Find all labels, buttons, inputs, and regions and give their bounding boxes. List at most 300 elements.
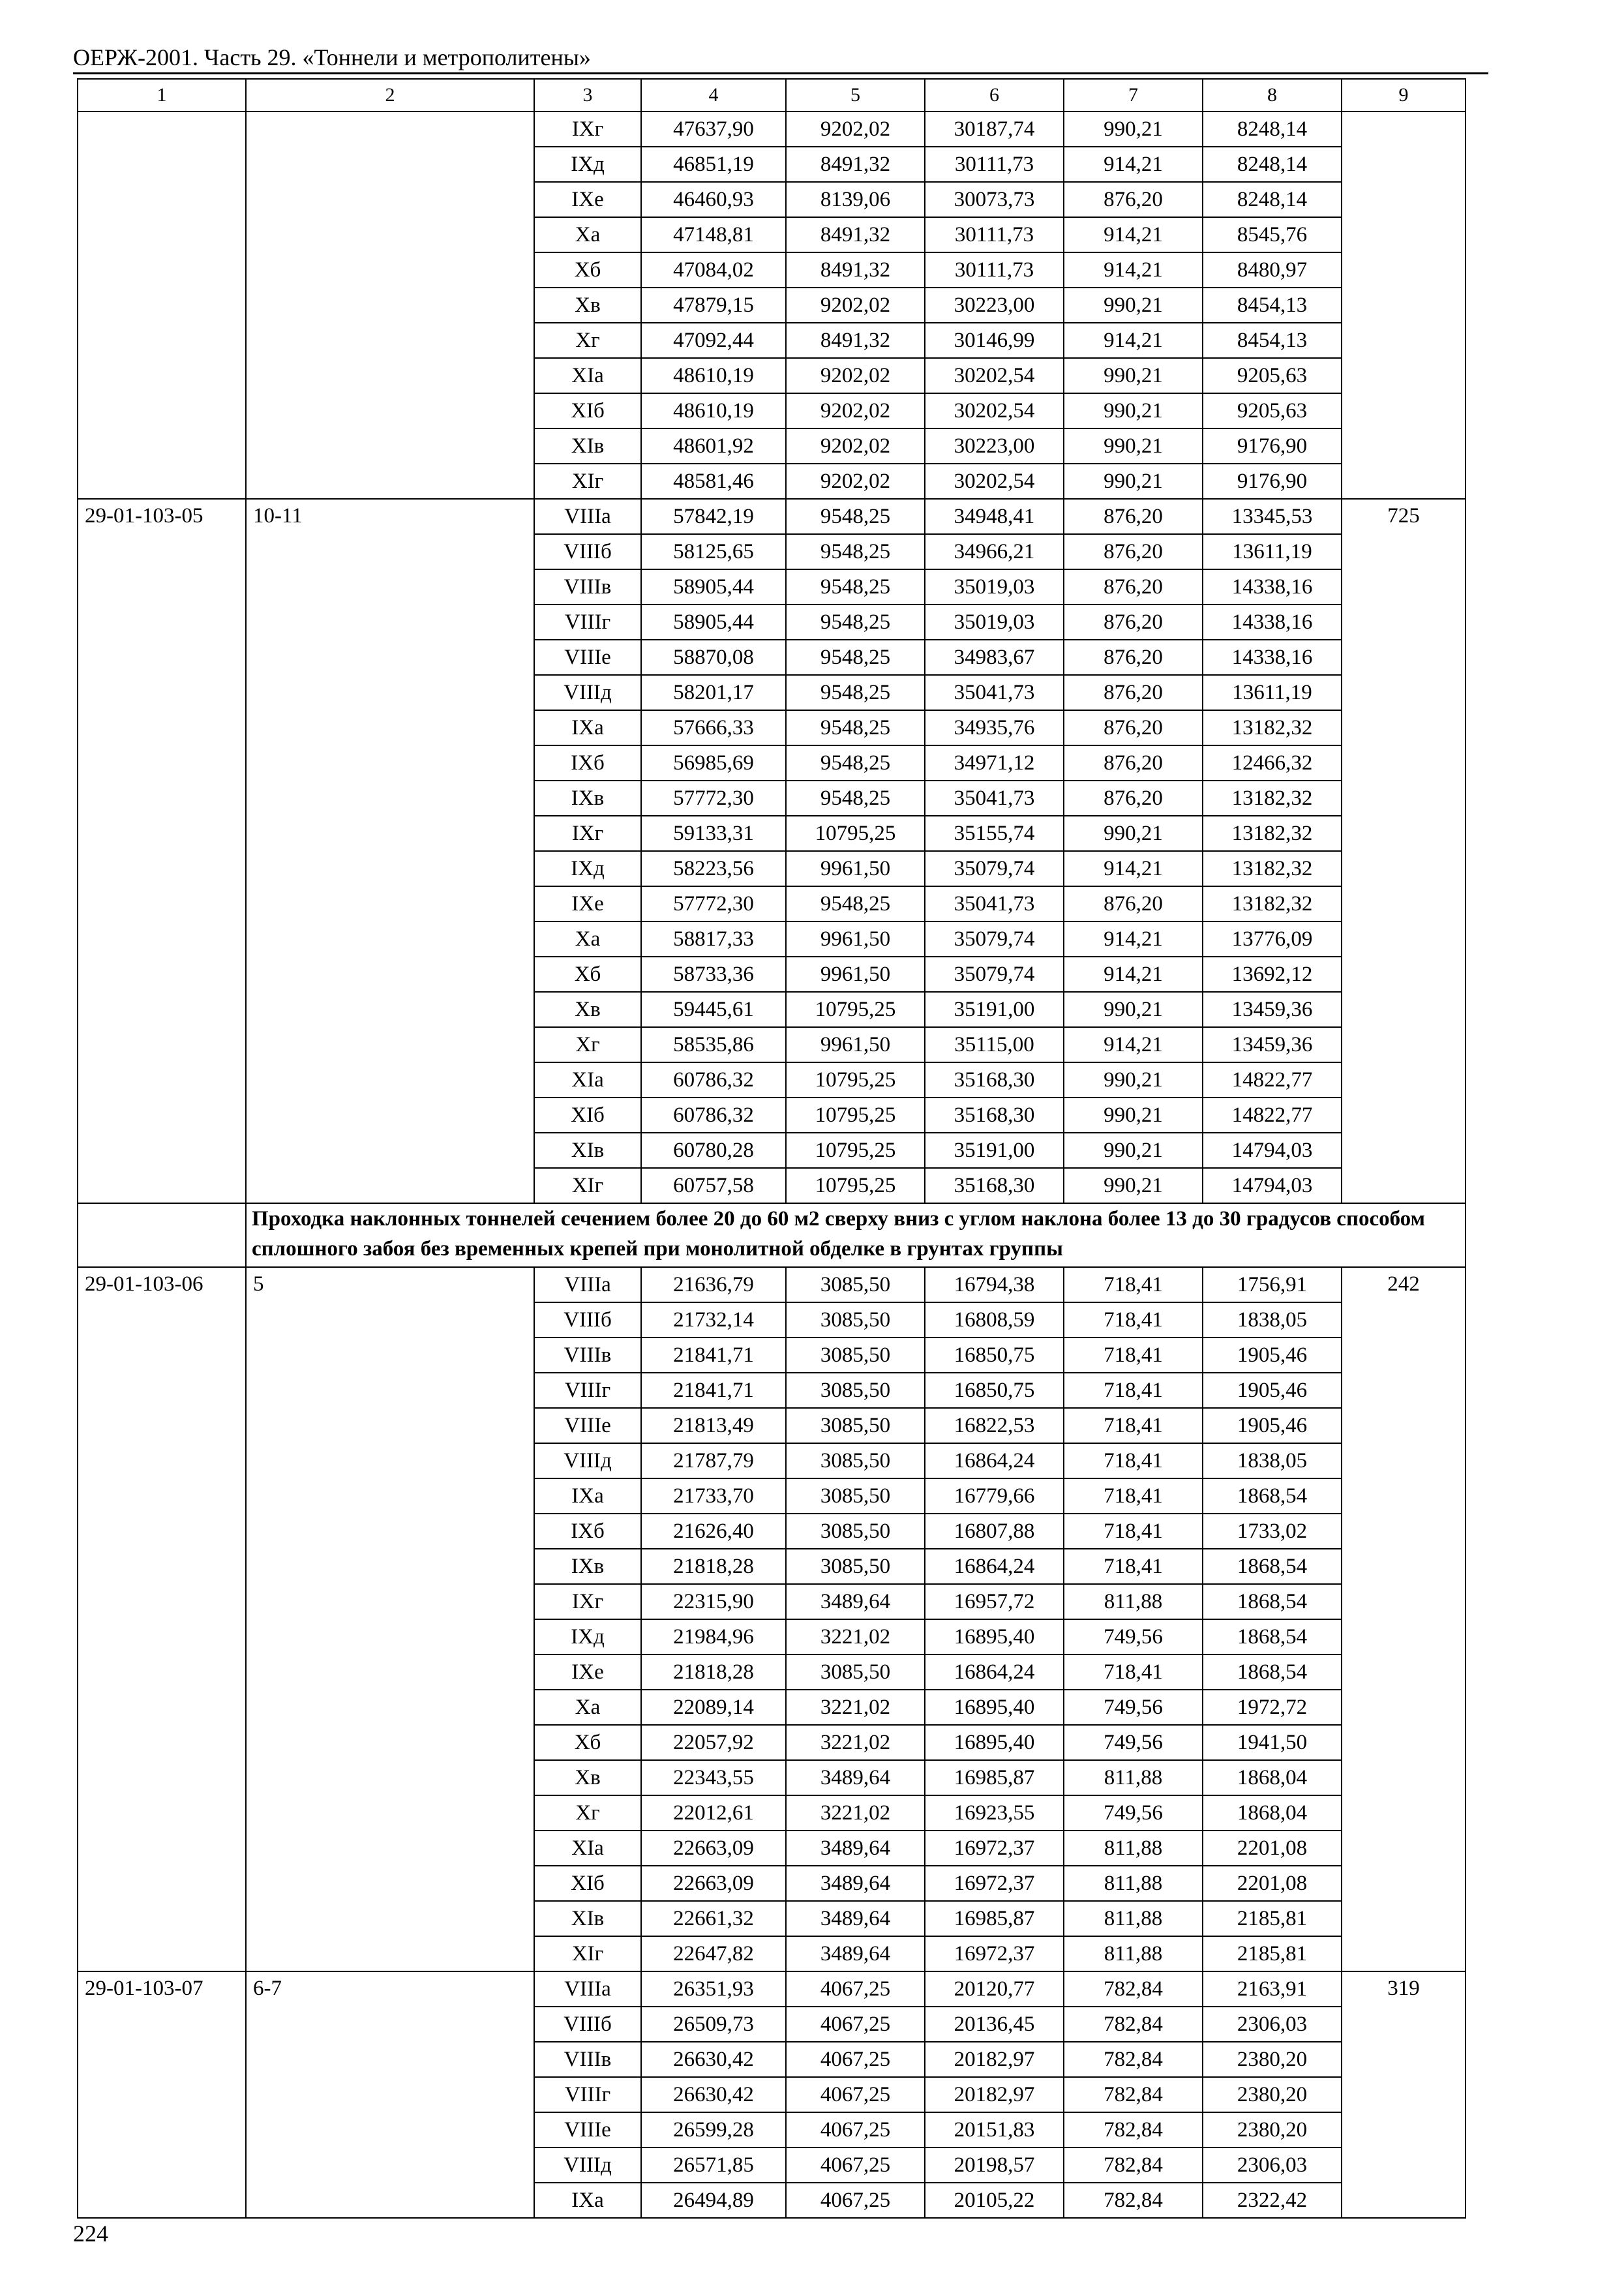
ground-group-cell: IXг <box>534 112 641 147</box>
ground-group-cell: Xa <box>534 217 641 252</box>
param-cell: 5 <box>246 1267 534 1971</box>
ground-group-cell: VIIIa <box>534 1267 641 1302</box>
machinist-wages-cell: 990,21 <box>1064 288 1203 323</box>
total-cost-cell: 58535,86 <box>641 1027 786 1062</box>
materials-cell: 8545,76 <box>1203 217 1342 252</box>
code-cell: 29-01-103-05 <box>78 499 246 1203</box>
total-cost-cell: 48610,19 <box>641 358 786 393</box>
materials-cell: 13611,19 <box>1203 675 1342 710</box>
machinist-wages-cell: 990,21 <box>1064 393 1203 428</box>
total-cost-cell: 22315,90 <box>641 1584 786 1619</box>
total-cost-cell: 22663,09 <box>641 1866 786 1901</box>
wages-cell: 3221,02 <box>786 1725 925 1760</box>
materials-cell: 1868,54 <box>1203 1584 1342 1619</box>
materials-cell: 13182,32 <box>1203 851 1342 886</box>
wages-cell: 9961,50 <box>786 1027 925 1062</box>
materials-cell: 9176,90 <box>1203 428 1342 464</box>
ground-group-cell: VIIIе <box>534 640 641 675</box>
materials-cell: 8248,14 <box>1203 147 1342 182</box>
column-numbers-row <box>78 79 1466 112</box>
machinist-wages-cell: 876,20 <box>1064 499 1203 534</box>
total-cost-cell: 21787,79 <box>641 1443 786 1478</box>
wages-cell: 3489,64 <box>786 1866 925 1901</box>
wages-cell: 3085,50 <box>786 1267 925 1302</box>
materials-cell: 9176,90 <box>1203 464 1342 499</box>
col9-cell: 242 <box>1342 1267 1466 1971</box>
ground-group-cell: XIa <box>534 1062 641 1098</box>
ground-group-cell: VIIIв <box>534 569 641 605</box>
column-number: 1 <box>78 79 246 112</box>
materials-cell: 1756,91 <box>1203 1267 1342 1302</box>
ground-group-cell: VIIIa <box>534 1971 641 2007</box>
machinist-wages-cell: 811,88 <box>1064 1901 1203 1936</box>
ground-group-cell: VIIIг <box>534 1373 641 1408</box>
materials-cell: 13776,09 <box>1203 921 1342 957</box>
machinist-wages-cell: 990,21 <box>1064 816 1203 851</box>
ground-group-cell: XIв <box>534 1133 641 1168</box>
wages-cell: 9961,50 <box>786 851 925 886</box>
wages-cell: 8491,32 <box>786 252 925 288</box>
wages-cell: 9548,25 <box>786 499 925 534</box>
code-cell: 29-01-103-06 <box>78 1267 246 1971</box>
machines-cell: 16864,24 <box>925 1654 1064 1690</box>
ground-group-cell: IXе <box>534 182 641 217</box>
machines-cell: 16850,75 <box>925 1338 1064 1373</box>
ground-group-cell: VIIIе <box>534 2112 641 2147</box>
materials-cell: 2185,81 <box>1203 1901 1342 1936</box>
total-cost-cell: 26351,93 <box>641 1971 786 2007</box>
wages-cell: 9548,25 <box>786 605 925 640</box>
wages-cell: 10795,25 <box>786 1062 925 1098</box>
machines-cell: 35079,74 <box>925 957 1064 992</box>
machinist-wages-cell: 990,21 <box>1064 1133 1203 1168</box>
total-cost-cell: 58905,44 <box>641 569 786 605</box>
wages-cell: 9961,50 <box>786 921 925 957</box>
total-cost-cell: 57842,19 <box>641 499 786 534</box>
ground-group-cell: IXa <box>534 2183 641 2218</box>
total-cost-cell: 58905,44 <box>641 605 786 640</box>
rates-table <box>77 78 1466 2219</box>
machines-cell: 16808,59 <box>925 1302 1064 1338</box>
wages-cell: 9202,02 <box>786 464 925 499</box>
machinist-wages-cell: 990,21 <box>1064 1168 1203 1203</box>
wages-cell: 3085,50 <box>786 1514 925 1549</box>
total-cost-cell: 58125,65 <box>641 534 786 569</box>
machinist-wages-cell: 749,56 <box>1064 1619 1203 1654</box>
total-cost-cell: 58817,33 <box>641 921 786 957</box>
table-row <box>78 1971 1466 2007</box>
ground-group-cell: Xв <box>534 992 641 1027</box>
total-cost-cell: 60786,32 <box>641 1062 786 1098</box>
machines-cell: 16779,66 <box>925 1478 1064 1514</box>
machinist-wages-cell: 749,56 <box>1064 1795 1203 1831</box>
ground-group-cell: VIIIa <box>534 499 641 534</box>
materials-cell: 14822,77 <box>1203 1098 1342 1133</box>
machines-cell: 30187,74 <box>925 112 1064 147</box>
materials-cell: 8454,13 <box>1203 288 1342 323</box>
materials-cell: 13692,12 <box>1203 957 1342 992</box>
wages-cell: 3489,64 <box>786 1584 925 1619</box>
machines-cell: 34948,41 <box>925 499 1064 534</box>
machines-cell: 30146,99 <box>925 323 1064 358</box>
total-cost-cell: 57666,33 <box>641 710 786 745</box>
total-cost-cell: 21626,40 <box>641 1514 786 1549</box>
wages-cell: 3221,02 <box>786 1795 925 1831</box>
machines-cell: 30223,00 <box>925 428 1064 464</box>
wages-cell: 4067,25 <box>786 2007 925 2042</box>
wages-cell: 3221,02 <box>786 1619 925 1654</box>
machines-cell: 30111,73 <box>925 252 1064 288</box>
ground-group-cell: IXг <box>534 816 641 851</box>
machinist-wages-cell: 990,21 <box>1064 358 1203 393</box>
machinist-wages-cell: 990,21 <box>1064 1098 1203 1133</box>
total-cost-cell: 21818,28 <box>641 1654 786 1690</box>
wages-cell: 9548,25 <box>786 710 925 745</box>
machinist-wages-cell: 990,21 <box>1064 1062 1203 1098</box>
total-cost-cell: 26571,85 <box>641 2147 786 2183</box>
machinist-wages-cell: 914,21 <box>1064 217 1203 252</box>
machines-cell: 16850,75 <box>925 1373 1064 1408</box>
header-rule <box>73 72 1488 74</box>
machines-cell: 35191,00 <box>925 992 1064 1027</box>
materials-cell: 8454,13 <box>1203 323 1342 358</box>
wages-cell: 3085,50 <box>786 1443 925 1478</box>
ground-group-cell: XIг <box>534 1168 641 1203</box>
ground-group-cell: IXе <box>534 1654 641 1690</box>
materials-cell: 13345,53 <box>1203 499 1342 534</box>
wages-cell: 3221,02 <box>786 1690 925 1725</box>
machines-cell: 16822,53 <box>925 1408 1064 1443</box>
materials-cell: 2380,20 <box>1203 2042 1342 2077</box>
column-number: 7 <box>1064 79 1203 112</box>
ground-group-cell: Xб <box>534 252 641 288</box>
materials-cell: 2201,08 <box>1203 1831 1342 1866</box>
ground-group-cell: Xг <box>534 1795 641 1831</box>
machinist-wages-cell: 718,41 <box>1064 1267 1203 1302</box>
wages-cell: 9961,50 <box>786 957 925 992</box>
table-row <box>78 1267 1466 1302</box>
total-cost-cell: 47879,15 <box>641 288 786 323</box>
materials-cell: 1905,46 <box>1203 1338 1342 1373</box>
wages-cell: 10795,25 <box>786 992 925 1027</box>
machinist-wages-cell: 914,21 <box>1064 1027 1203 1062</box>
column-number: 2 <box>246 79 534 112</box>
materials-cell: 1838,05 <box>1203 1443 1342 1478</box>
total-cost-cell: 48581,46 <box>641 464 786 499</box>
wages-cell: 10795,25 <box>786 1133 925 1168</box>
machinist-wages-cell: 990,21 <box>1064 112 1203 147</box>
materials-cell: 14338,16 <box>1203 605 1342 640</box>
materials-cell: 2306,03 <box>1203 2147 1342 2183</box>
machinist-wages-cell: 811,88 <box>1064 1866 1203 1901</box>
materials-cell: 12466,32 <box>1203 745 1342 781</box>
machinist-wages-cell: 811,88 <box>1064 1584 1203 1619</box>
machines-cell: 35041,73 <box>925 675 1064 710</box>
col9-cell: 725 <box>1342 499 1466 1203</box>
ground-group-cell: Xв <box>534 288 641 323</box>
materials-cell: 9205,63 <box>1203 358 1342 393</box>
machines-cell: 20182,97 <box>925 2042 1064 2077</box>
machines-cell: 20105,22 <box>925 2183 1064 2218</box>
ground-group-cell: IXе <box>534 886 641 921</box>
total-cost-cell: 46460,93 <box>641 182 786 217</box>
wages-cell: 9548,25 <box>786 886 925 921</box>
total-cost-cell: 26630,42 <box>641 2042 786 2077</box>
ground-group-cell: VIIIг <box>534 2077 641 2112</box>
machines-cell: 16972,37 <box>925 1831 1064 1866</box>
ground-group-cell: Xб <box>534 1725 641 1760</box>
wages-cell: 3085,50 <box>786 1549 925 1584</box>
wages-cell: 9548,25 <box>786 745 925 781</box>
wages-cell: 9548,25 <box>786 640 925 675</box>
machinist-wages-cell: 914,21 <box>1064 957 1203 992</box>
machines-cell: 30223,00 <box>925 288 1064 323</box>
wages-cell: 4067,25 <box>786 2147 925 2183</box>
machines-cell: 16972,37 <box>925 1866 1064 1901</box>
machinist-wages-cell: 718,41 <box>1064 1549 1203 1584</box>
machines-cell: 16985,87 <box>925 1760 1064 1795</box>
machines-cell: 30202,54 <box>925 393 1064 428</box>
total-cost-cell: 58223,56 <box>641 851 786 886</box>
machinist-wages-cell: 782,84 <box>1064 2112 1203 2147</box>
total-cost-cell: 21813,49 <box>641 1408 786 1443</box>
wages-cell: 9548,25 <box>786 569 925 605</box>
machinist-wages-cell: 782,84 <box>1064 2147 1203 2183</box>
machines-cell: 16794,38 <box>925 1267 1064 1302</box>
machinist-wages-cell: 876,20 <box>1064 781 1203 816</box>
code-cell: 29-01-103-07 <box>78 1971 246 2218</box>
total-cost-cell: 26599,28 <box>641 2112 786 2147</box>
page-number: 224 <box>73 2221 108 2247</box>
materials-cell: 2185,81 <box>1203 1936 1342 1971</box>
ground-group-cell: Xб <box>534 957 641 992</box>
total-cost-cell: 47092,44 <box>641 323 786 358</box>
total-cost-cell: 58870,08 <box>641 640 786 675</box>
materials-cell: 13459,36 <box>1203 1027 1342 1062</box>
ground-group-cell: VIIIг <box>534 605 641 640</box>
ground-group-cell: VIIIб <box>534 534 641 569</box>
materials-cell: 14338,16 <box>1203 640 1342 675</box>
machines-cell: 30202,54 <box>925 464 1064 499</box>
machines-cell: 20151,83 <box>925 2112 1064 2147</box>
ground-group-cell: Xa <box>534 921 641 957</box>
ground-group-cell: VIIIе <box>534 1408 641 1443</box>
wages-cell: 9202,02 <box>786 288 925 323</box>
machinist-wages-cell: 990,21 <box>1064 464 1203 499</box>
total-cost-cell: 57772,30 <box>641 886 786 921</box>
machinist-wages-cell: 990,21 <box>1064 992 1203 1027</box>
ground-group-cell: VIIIб <box>534 2007 641 2042</box>
ground-group-cell: IXб <box>534 1514 641 1549</box>
machinist-wages-cell: 782,84 <box>1064 2077 1203 2112</box>
machinist-wages-cell: 718,41 <box>1064 1478 1203 1514</box>
machines-cell: 30111,73 <box>925 147 1064 182</box>
materials-cell: 13611,19 <box>1203 534 1342 569</box>
machines-cell: 16895,40 <box>925 1690 1064 1725</box>
table-row <box>78 499 1466 534</box>
total-cost-cell: 56985,69 <box>641 745 786 781</box>
page-header: ОЕРЖ-2001. Часть 29. «Тоннели и метрополитены» <box>73 44 591 70</box>
ground-group-cell: IXд <box>534 147 641 182</box>
wages-cell: 3489,64 <box>786 1760 925 1795</box>
materials-cell: 13459,36 <box>1203 992 1342 1027</box>
materials-cell: 13182,32 <box>1203 886 1342 921</box>
materials-cell: 1733,02 <box>1203 1514 1342 1549</box>
table-row <box>78 112 1466 147</box>
ground-group-cell: IXд <box>534 1619 641 1654</box>
ground-group-cell: VIIIд <box>534 675 641 710</box>
total-cost-cell: 22012,61 <box>641 1795 786 1831</box>
machinist-wages-cell: 811,88 <box>1064 1831 1203 1866</box>
ground-group-cell: IXв <box>534 781 641 816</box>
machines-cell: 34935,76 <box>925 710 1064 745</box>
materials-cell: 2322,42 <box>1203 2183 1342 2218</box>
ground-group-cell: VIIIб <box>534 1302 641 1338</box>
machinist-wages-cell: 718,41 <box>1064 1514 1203 1549</box>
materials-cell: 1905,46 <box>1203 1373 1342 1408</box>
materials-cell: 1972,72 <box>1203 1690 1342 1725</box>
total-cost-cell: 22647,82 <box>641 1936 786 1971</box>
total-cost-cell: 21841,71 <box>641 1338 786 1373</box>
wages-cell: 9202,02 <box>786 393 925 428</box>
machines-cell: 16864,24 <box>925 1443 1064 1478</box>
total-cost-cell: 58733,36 <box>641 957 786 992</box>
total-cost-cell: 21984,96 <box>641 1619 786 1654</box>
machinist-wages-cell: 914,21 <box>1064 147 1203 182</box>
wages-cell: 4067,25 <box>786 2112 925 2147</box>
wages-cell: 8491,32 <box>786 217 925 252</box>
ground-group-cell: Xг <box>534 1027 641 1062</box>
machinist-wages-cell: 749,56 <box>1064 1725 1203 1760</box>
ground-group-cell: XIв <box>534 428 641 464</box>
materials-cell: 13182,32 <box>1203 781 1342 816</box>
machinist-wages-cell: 782,84 <box>1064 1971 1203 2007</box>
wages-cell: 8139,06 <box>786 182 925 217</box>
machines-cell: 35019,03 <box>925 569 1064 605</box>
wages-cell: 4067,25 <box>786 2077 925 2112</box>
wages-cell: 3489,64 <box>786 1936 925 1971</box>
machines-cell: 34983,67 <box>925 640 1064 675</box>
total-cost-cell: 21732,14 <box>641 1302 786 1338</box>
col9-cell: 319 <box>1342 1971 1466 2218</box>
machines-cell: 16895,40 <box>925 1619 1064 1654</box>
machinist-wages-cell: 782,84 <box>1064 2183 1203 2218</box>
materials-cell: 2380,20 <box>1203 2112 1342 2147</box>
materials-cell: 1868,54 <box>1203 1549 1342 1584</box>
machines-cell: 35041,73 <box>925 781 1064 816</box>
machines-cell: 35168,30 <box>925 1168 1064 1203</box>
total-cost-cell: 22663,09 <box>641 1831 786 1866</box>
machinist-wages-cell: 782,84 <box>1064 2007 1203 2042</box>
code-cell <box>78 112 246 499</box>
materials-cell: 2163,91 <box>1203 1971 1342 2007</box>
param-cell: 10-11 <box>246 499 534 1203</box>
ground-group-cell: IXa <box>534 710 641 745</box>
machinist-wages-cell: 876,20 <box>1064 569 1203 605</box>
wages-cell: 10795,25 <box>786 1098 925 1133</box>
ground-group-cell: XIa <box>534 358 641 393</box>
total-cost-cell: 22661,32 <box>641 1901 786 1936</box>
machinist-wages-cell: 718,41 <box>1064 1654 1203 1690</box>
wages-cell: 3085,50 <box>786 1373 925 1408</box>
total-cost-cell: 48610,19 <box>641 393 786 428</box>
machinist-wages-cell: 876,20 <box>1064 182 1203 217</box>
wages-cell: 8491,32 <box>786 323 925 358</box>
ground-group-cell: IXб <box>534 745 641 781</box>
param-cell <box>246 112 534 499</box>
materials-cell: 2380,20 <box>1203 2077 1342 2112</box>
wages-cell: 9548,25 <box>786 675 925 710</box>
ground-group-cell: XIб <box>534 393 641 428</box>
total-cost-cell: 46851,19 <box>641 147 786 182</box>
ground-group-cell: XIг <box>534 1936 641 1971</box>
wages-cell: 9548,25 <box>786 781 925 816</box>
materials-cell: 2201,08 <box>1203 1866 1342 1901</box>
machinist-wages-cell: 876,20 <box>1064 675 1203 710</box>
machinist-wages-cell: 718,41 <box>1064 1373 1203 1408</box>
materials-cell: 13182,32 <box>1203 816 1342 851</box>
column-number: 6 <box>925 79 1064 112</box>
machines-cell: 16985,87 <box>925 1901 1064 1936</box>
materials-cell: 1868,04 <box>1203 1795 1342 1831</box>
column-number: 3 <box>534 79 641 112</box>
materials-cell: 9205,63 <box>1203 393 1342 428</box>
ground-group-cell: XIг <box>534 464 641 499</box>
total-cost-cell: 47148,81 <box>641 217 786 252</box>
col9-cell <box>1342 112 1466 499</box>
materials-cell: 14822,77 <box>1203 1062 1342 1098</box>
total-cost-cell: 60786,32 <box>641 1098 786 1133</box>
total-cost-cell: 47084,02 <box>641 252 786 288</box>
machinist-wages-cell: 718,41 <box>1064 1443 1203 1478</box>
wages-cell: 10795,25 <box>786 816 925 851</box>
machines-cell: 35168,30 <box>925 1062 1064 1098</box>
wages-cell: 3085,50 <box>786 1408 925 1443</box>
ground-group-cell: Xв <box>534 1760 641 1795</box>
machines-cell: 16864,24 <box>925 1549 1064 1584</box>
materials-cell: 1868,54 <box>1203 1478 1342 1514</box>
machines-cell: 16895,40 <box>925 1725 1064 1760</box>
ground-group-cell: XIв <box>534 1901 641 1936</box>
materials-cell: 1838,05 <box>1203 1302 1342 1338</box>
ground-group-cell: IXг <box>534 1584 641 1619</box>
ground-group-cell: XIб <box>534 1866 641 1901</box>
wages-cell: 3489,64 <box>786 1831 925 1866</box>
machinist-wages-cell: 876,20 <box>1064 605 1203 640</box>
total-cost-cell: 22089,14 <box>641 1690 786 1725</box>
machines-cell: 35168,30 <box>925 1098 1064 1133</box>
wages-cell: 9202,02 <box>786 358 925 393</box>
machines-cell: 30202,54 <box>925 358 1064 393</box>
ground-group-cell: IXд <box>534 851 641 886</box>
total-cost-cell: 21841,71 <box>641 1373 786 1408</box>
wages-cell: 9202,02 <box>786 112 925 147</box>
wages-cell: 9548,25 <box>786 534 925 569</box>
machinist-wages-cell: 876,20 <box>1064 745 1203 781</box>
total-cost-cell: 60780,28 <box>641 1133 786 1168</box>
materials-cell: 1941,50 <box>1203 1725 1342 1760</box>
machines-cell: 35079,74 <box>925 851 1064 886</box>
machines-cell: 34966,21 <box>925 534 1064 569</box>
total-cost-cell: 26494,89 <box>641 2183 786 2218</box>
materials-cell: 8248,14 <box>1203 112 1342 147</box>
ground-group-cell: IXa <box>534 1478 641 1514</box>
machinist-wages-cell: 718,41 <box>1064 1338 1203 1373</box>
materials-cell: 14794,03 <box>1203 1168 1342 1203</box>
column-number: 9 <box>1342 79 1466 112</box>
materials-cell: 14338,16 <box>1203 569 1342 605</box>
machines-cell: 35115,00 <box>925 1027 1064 1062</box>
